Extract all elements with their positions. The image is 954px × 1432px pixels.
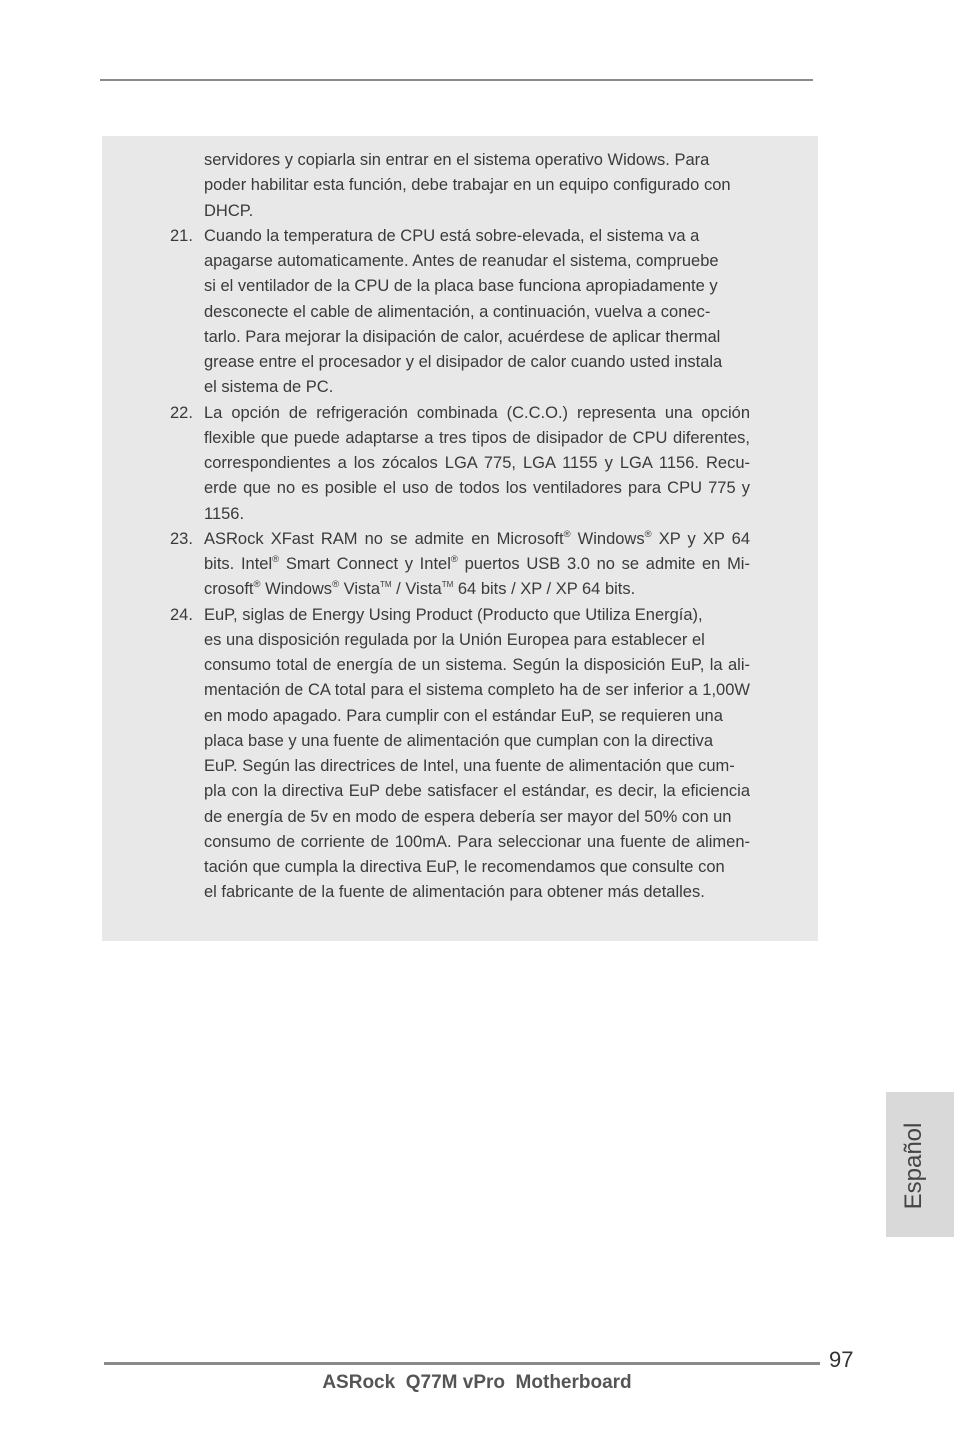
text-line: mentación de CA total para el sistema completo ha de ser inferior a 1,00W — [204, 681, 750, 700]
registered-mark: ® — [563, 528, 571, 540]
text-line: poder habilitar esta función, debe trabajar en un equipo configurado con — [204, 176, 731, 195]
registered-mark: ® — [272, 554, 280, 565]
notes-box — [102, 136, 818, 941]
trademark-mark: TM — [441, 580, 454, 590]
list-number: 21. — [170, 226, 193, 245]
text-line: desconecte el cable de alimentación, a continuación, vuelva a conec- — [204, 302, 711, 321]
list-number: 22. — [170, 403, 193, 422]
text-run: bits. Intel — [204, 555, 273, 573]
list-item-22 — [170, 401, 750, 527]
text-run: ASRock XFast RAM no se admite en Microsoft — [204, 529, 564, 548]
registered-mark: ® — [450, 554, 458, 565]
text-line: grease entre el procesador y el disipador de calor cuando usted instala — [204, 353, 723, 371]
text-run: puertos USB 3.0 no se admite en Mi- — [457, 555, 750, 573]
trademark-mark: TM — [380, 580, 392, 590]
text-line: DHCP. — [204, 201, 254, 220]
text-line — [204, 552, 750, 577]
text-line: si el ventilador de la CPU de la placa base funciona apropiadamente y — [204, 277, 718, 296]
text-line: tarlo. Para mejorar la disipación de calor, acuérdese de aplicar thermal — [204, 327, 721, 346]
text-line — [204, 577, 750, 602]
text-line: correspondientes a los zócalos LGA 775, LGA 1155 y LGA 1156. Recu- — [204, 454, 750, 472]
registered-mark: ® — [332, 579, 340, 591]
text-line: placa base y una fuente de alimentación que cumplan con la directiva — [204, 731, 714, 750]
list-item-21 — [170, 224, 750, 401]
list-item-23 — [170, 527, 750, 603]
text-line: el sistema de PC. — [204, 378, 334, 397]
text-line: erde que no es posible el uso de todos los ventiladores para CPU 775 y — [204, 479, 750, 498]
notes-text — [170, 148, 750, 906]
text-line: EuP, siglas de Energy Using Product (Producto que Utiliza Energía), — [204, 605, 703, 624]
language-tab — [886, 1092, 954, 1237]
text-run: Windows — [570, 529, 645, 548]
list-number: 24. — [170, 605, 193, 624]
text-run: XP y XP 64 — [651, 529, 750, 548]
text-run: Smart Connect y Intel — [279, 555, 451, 573]
list-number: 23. — [170, 529, 193, 548]
language-tab-label: Español — [900, 1122, 927, 1210]
registered-mark: ® — [253, 579, 261, 591]
page-number: 97 — [829, 1347, 854, 1372]
text-line: consumo de corriente de 100mA. Para seleccionar una fuente de alimen- — [204, 832, 750, 851]
header-rule — [100, 79, 813, 81]
text-run: crosoft — [204, 580, 254, 599]
text-line: tación que cumpla la directiva EuP, le recomendamos que consulte con — [204, 858, 725, 876]
text-run: / Vista — [391, 580, 442, 599]
text-run: Vista — [339, 580, 381, 599]
text-line: Cuando la temperatura de CPU está sobre-elevada, el sistema va a — [204, 226, 700, 245]
text-line: EuP. Según las directrices de Intel, una fuente de alimentación que cum- — [204, 757, 735, 775]
footer-rule — [104, 1362, 820, 1365]
text-line: consumo total de energía de un sistema. Según la disposición EuP, la ali- — [204, 656, 750, 674]
text-line: flexible que puede adaptarse a tres tipos de disipador de CPU diferentes, — [204, 428, 750, 447]
text-line: el fabricante de la fuente de alimentación para obtener más detalles. — [204, 883, 705, 902]
continuation-paragraph — [204, 148, 750, 224]
text-line: servidores y copiarla sin entrar en el sistema operativo Widows. Para — [204, 151, 710, 169]
text-line: pla con la directiva EuP debe satisfacer el estándar, es decir, la eficiencia — [204, 782, 750, 801]
text-line — [204, 527, 750, 552]
registered-mark: ® — [644, 528, 652, 540]
text-run: Windows — [260, 580, 333, 599]
text-line: es una disposición regulada por la Unión Europea para establecer el — [204, 630, 705, 649]
text-line: 1156. — [204, 504, 245, 523]
text-line: en modo apagado. Para cumplir con el estándar EuP, se requieren una — [204, 706, 723, 725]
text-run: 64 bits / XP / XP 64 bits. — [453, 580, 636, 599]
footer-title: ASRock Q77M vPro Motherboard — [322, 1372, 632, 1393]
text-line: La opción de refrigeración combinada (C.C.O.) representa una opción — [204, 403, 750, 422]
text-line: de energía de 5v en modo de espera debería ser mayor del 50% con un — [204, 807, 732, 826]
text-line: apagarse automaticamente. Antes de reanudar el sistema, compruebe — [204, 252, 719, 270]
list-item-24 — [170, 603, 750, 906]
